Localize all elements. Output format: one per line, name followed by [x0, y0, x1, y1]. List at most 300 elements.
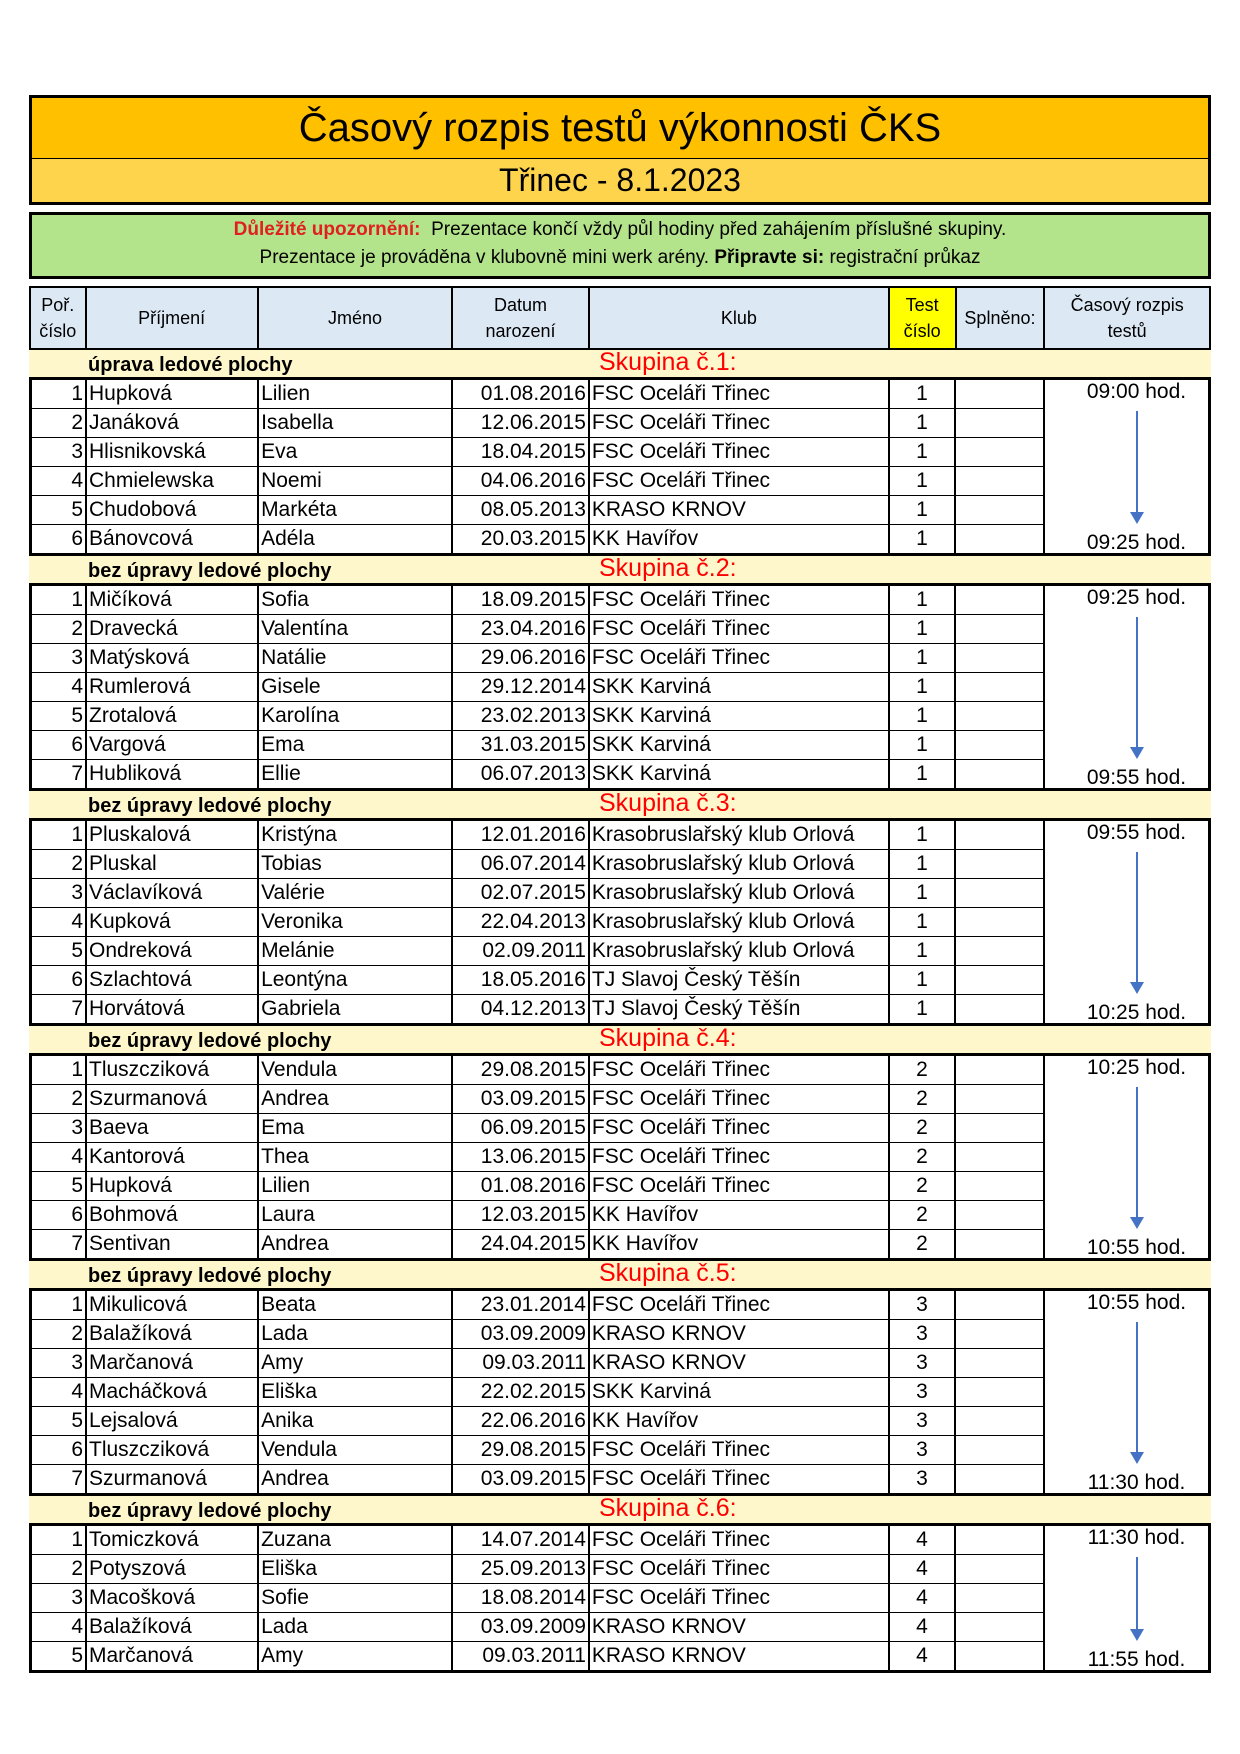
table-row [31, 1378, 1210, 1407]
cell-completed [955, 1349, 1044, 1378]
cell-club: Krasobruslařský klub Orlová [589, 937, 889, 966]
cell-completed [955, 496, 1044, 525]
page-title: Časový rozpis testů výkonnosti ČKS [32, 98, 1208, 159]
cell-surname: Balažíková [86, 1613, 258, 1642]
cell-order-number: 6 [31, 1436, 87, 1465]
cell-test-number: 3 [889, 1349, 956, 1378]
cell-birth-date: 13.06.2015 [452, 1143, 589, 1172]
group-title: Skupina č.5: [599, 1259, 737, 1287]
table-row [31, 1320, 1210, 1349]
cell-club: KK Havířov [589, 1230, 889, 1260]
cell-birth-date: 01.08.2016 [452, 1172, 589, 1201]
cell-first-name: Vendula [258, 1055, 452, 1085]
cell-completed [955, 731, 1044, 760]
cell-order-number: 4 [31, 1143, 87, 1172]
cell-order-number: 2 [31, 1555, 87, 1584]
title-block [29, 95, 1211, 205]
cell-surname: Kantorová [86, 1143, 258, 1172]
cell-completed [955, 1378, 1044, 1407]
cell-test-number: 1 [889, 496, 956, 525]
group-title: Skupina č.3: [599, 789, 737, 817]
cell-test-number: 2 [889, 1172, 956, 1201]
cell-first-name: Melánie [258, 937, 452, 966]
cell-surname: Tomiczková [86, 1525, 258, 1555]
page-subtitle: Třinec - 8.1.2023 [32, 159, 1208, 202]
table-row [31, 1642, 1210, 1672]
cell-order-number: 1 [31, 379, 87, 409]
cell-order-number: 7 [31, 760, 87, 790]
cell-completed [955, 702, 1044, 731]
cell-completed [955, 966, 1044, 995]
header-por: Poř. číslo [30, 287, 86, 349]
cell-order-number: 4 [31, 1378, 87, 1407]
cell-surname: Janáková [86, 409, 258, 438]
cell-club: FSC Oceláři Třinec [589, 1143, 889, 1172]
cell-surname: Tluszcziková [86, 1055, 258, 1085]
cell-completed [955, 850, 1044, 879]
table-row [31, 731, 1210, 760]
cell-club: Krasobruslařský klub Orlová [589, 850, 889, 879]
cell-birth-date: 06.07.2014 [452, 850, 589, 879]
cell-order-number: 1 [31, 1525, 87, 1555]
cell-club: FSC Oceláři Třinec [589, 409, 889, 438]
cell-completed [955, 1320, 1044, 1349]
cell-completed [955, 1055, 1044, 1085]
cell-test-number: 3 [889, 1320, 956, 1349]
cell-first-name: Ema [258, 731, 452, 760]
cell-completed [955, 1172, 1044, 1201]
table-row [31, 1230, 1210, 1260]
cell-completed [955, 644, 1044, 673]
cell-birth-date: 12.03.2015 [452, 1201, 589, 1230]
group-heading [29, 1496, 1211, 1523]
cell-birth-date: 18.08.2014 [452, 1584, 589, 1613]
time-range [1062, 1053, 1211, 1261]
cell-completed [955, 820, 1044, 850]
cell-birth-date: 14.07.2014 [452, 1525, 589, 1555]
cell-club: FSC Oceláři Třinec [589, 615, 889, 644]
cell-club: Krasobruslařský klub Orlová [589, 820, 889, 850]
cell-club: FSC Oceláři Třinec [589, 585, 889, 615]
cell-birth-date: 29.12.2014 [452, 673, 589, 702]
cell-completed [955, 908, 1044, 937]
table-row [31, 908, 1210, 937]
cell-completed [955, 760, 1044, 790]
cell-first-name: Laura [258, 1201, 452, 1230]
cell-surname: Vargová [86, 731, 258, 760]
cell-first-name: Eliška [258, 1555, 452, 1584]
start-time: 09:25 hod. [1086, 586, 1187, 609]
cell-order-number: 3 [31, 644, 87, 673]
time-range [1062, 1288, 1211, 1496]
header-klub: Klub [589, 287, 889, 349]
cell-surname: Matýsková [86, 644, 258, 673]
ice-prep-label: bez úpravy ledové plochy [88, 1500, 332, 1522]
cell-first-name: Andrea [258, 1465, 452, 1495]
cell-club: FSC Oceláři Třinec [589, 467, 889, 496]
cell-completed [955, 1613, 1044, 1642]
cell-completed [955, 995, 1044, 1025]
cell-surname: Kupková [86, 908, 258, 937]
cell-completed [955, 615, 1044, 644]
cell-club: KRASO KRNOV [589, 1613, 889, 1642]
cell-test-number: 1 [889, 409, 956, 438]
table-row [31, 644, 1210, 673]
cell-birth-date: 18.04.2015 [452, 438, 589, 467]
cell-test-number: 4 [889, 1525, 956, 1555]
cell-completed [955, 1143, 1044, 1172]
cell-order-number: 2 [31, 1320, 87, 1349]
cell-birth-date: 18.09.2015 [452, 585, 589, 615]
cell-completed [955, 525, 1044, 555]
cell-first-name: Amy [258, 1349, 452, 1378]
cell-club: FSC Oceláři Třinec [589, 1465, 889, 1495]
group-table-wrap [29, 818, 1211, 1026]
cell-order-number: 6 [31, 966, 87, 995]
cell-order-number: 6 [31, 731, 87, 760]
cell-test-number: 2 [889, 1085, 956, 1114]
group-table [29, 1053, 1211, 1261]
cell-test-number: 4 [889, 1642, 956, 1672]
table-row [31, 1407, 1210, 1436]
cell-order-number: 2 [31, 409, 87, 438]
cell-surname: Hupková [86, 1172, 258, 1201]
cell-order-number: 6 [31, 1201, 87, 1230]
cell-first-name: Lilien [258, 1172, 452, 1201]
time-range [1062, 583, 1211, 791]
notice-prepare-label: Připravte si: [714, 247, 825, 268]
cell-club: FSC Oceláři Třinec [589, 1555, 889, 1584]
cell-club: FSC Oceláři Třinec [589, 438, 889, 467]
cell-order-number: 3 [31, 1584, 87, 1613]
time-range [1062, 818, 1211, 1026]
groups-container [29, 350, 1211, 1673]
cell-surname: Macošková [86, 1584, 258, 1613]
notice-text-1: Prezentace končí vždy půl hodiny před zahájením příslušné skupiny. [431, 219, 1007, 240]
table-row [31, 379, 1210, 409]
cell-order-number: 5 [31, 937, 87, 966]
notice-box [29, 212, 1211, 279]
cell-test-number: 2 [889, 1055, 956, 1085]
cell-completed [955, 1555, 1044, 1584]
group-title: Skupina č.2: [599, 554, 737, 582]
table-row [31, 995, 1210, 1025]
table-row [31, 409, 1210, 438]
cell-test-number: 1 [889, 379, 956, 409]
cell-club: FSC Oceláři Třinec [589, 1055, 889, 1085]
table-row [31, 850, 1210, 879]
cell-first-name: Valentína [258, 615, 452, 644]
cell-test-number: 3 [889, 1290, 956, 1320]
cell-surname: Hlisnikovská [86, 438, 258, 467]
table-row [31, 1172, 1210, 1201]
cell-first-name: Ellie [258, 760, 452, 790]
cell-test-number: 1 [889, 879, 956, 908]
cell-birth-date: 22.02.2015 [452, 1378, 589, 1407]
cell-test-number: 1 [889, 702, 956, 731]
cell-surname: Zrotalová [86, 702, 258, 731]
cell-surname: Dravecká [86, 615, 258, 644]
cell-first-name: Adéla [258, 525, 452, 555]
cell-birth-date: 03.09.2015 [452, 1085, 589, 1114]
cell-club: FSC Oceláři Třinec [589, 1172, 889, 1201]
cell-club: TJ Slavoj Český Těšín [589, 966, 889, 995]
table-row [31, 1555, 1210, 1584]
cell-birth-date: 22.06.2016 [452, 1407, 589, 1436]
ice-prep-label: úprava ledové plochy [88, 354, 293, 376]
cell-birth-date: 02.09.2011 [452, 937, 589, 966]
table-header [29, 286, 1211, 350]
cell-surname: Bohmová [86, 1201, 258, 1230]
cell-completed [955, 409, 1044, 438]
cell-test-number: 1 [889, 937, 956, 966]
end-time: 11:30 hod. [1087, 1471, 1186, 1494]
cell-birth-date: 03.09.2009 [452, 1320, 589, 1349]
cell-order-number: 5 [31, 702, 87, 731]
start-time: 09:00 hod. [1086, 380, 1187, 403]
cell-birth-date: 29.06.2016 [452, 644, 589, 673]
table-row [31, 1143, 1210, 1172]
cell-club: FSC Oceláři Třinec [589, 1584, 889, 1613]
table-row [31, 937, 1210, 966]
group-table [29, 583, 1211, 791]
cell-surname: Chudobová [86, 496, 258, 525]
cell-club: FSC Oceláři Třinec [589, 379, 889, 409]
cell-order-number: 7 [31, 1465, 87, 1495]
cell-surname: Marčanová [86, 1349, 258, 1378]
table-row [31, 525, 1210, 555]
cell-surname: Macháčková [86, 1378, 258, 1407]
table-row [31, 585, 1210, 615]
cell-first-name: Lada [258, 1320, 452, 1349]
cell-club: FSC Oceláři Třinec [589, 1525, 889, 1555]
cell-surname: Václavíková [86, 879, 258, 908]
group-table-wrap [29, 1053, 1211, 1261]
cell-club: FSC Oceláři Třinec [589, 1114, 889, 1143]
cell-test-number: 2 [889, 1201, 956, 1230]
cell-test-number: 4 [889, 1555, 956, 1584]
cell-test-number: 1 [889, 644, 956, 673]
group-table-wrap [29, 1523, 1211, 1673]
cell-club: KRASO KRNOV [589, 1349, 889, 1378]
table-row [31, 496, 1210, 525]
group-title: Skupina č.1: [599, 348, 737, 376]
cell-order-number: 5 [31, 496, 87, 525]
cell-surname: Chmielewska [86, 467, 258, 496]
cell-completed [955, 1642, 1044, 1672]
cell-completed [955, 937, 1044, 966]
end-time: 09:55 hod. [1086, 766, 1187, 789]
cell-first-name: Leontýna [258, 966, 452, 995]
cell-birth-date: 12.01.2016 [452, 820, 589, 850]
start-time: 09:55 hod. [1086, 821, 1187, 844]
group-table [29, 1288, 1211, 1496]
cell-first-name: Sofia [258, 585, 452, 615]
down-arrow-icon [1136, 852, 1138, 992]
cell-first-name: Noemi [258, 467, 452, 496]
cell-birth-date: 29.08.2015 [452, 1055, 589, 1085]
cell-first-name: Karolína [258, 702, 452, 731]
cell-first-name: Sofie [258, 1584, 452, 1613]
cell-order-number: 2 [31, 1085, 87, 1114]
cell-first-name: Beata [258, 1290, 452, 1320]
cell-club: FSC Oceláři Třinec [589, 1085, 889, 1114]
header-test: Test číslo [889, 287, 956, 349]
cell-test-number: 2 [889, 1114, 956, 1143]
cell-first-name: Isabella [258, 409, 452, 438]
down-arrow-icon [1136, 1087, 1138, 1227]
cell-birth-date: 29.08.2015 [452, 1436, 589, 1465]
cell-club: FSC Oceláři Třinec [589, 1436, 889, 1465]
cell-surname: Szurmanová [86, 1085, 258, 1114]
cell-test-number: 1 [889, 850, 956, 879]
cell-test-number: 1 [889, 467, 956, 496]
cell-surname: Sentivan [86, 1230, 258, 1260]
ice-prep-label: bez úpravy ledové plochy [88, 1030, 332, 1052]
cell-order-number: 7 [31, 1230, 87, 1260]
cell-birth-date: 22.04.2013 [452, 908, 589, 937]
cell-order-number: 4 [31, 1613, 87, 1642]
cell-surname: Baeva [86, 1114, 258, 1143]
table-row [31, 1613, 1210, 1642]
cell-completed [955, 1085, 1044, 1114]
group-heading [29, 556, 1211, 583]
cell-completed [955, 879, 1044, 908]
start-time: 11:30 hod. [1087, 1526, 1186, 1549]
cell-first-name: Thea [258, 1143, 452, 1172]
cell-birth-date: 03.09.2009 [452, 1613, 589, 1642]
cell-order-number: 4 [31, 673, 87, 702]
cell-birth-date: 20.03.2015 [452, 525, 589, 555]
cell-completed [955, 1201, 1044, 1230]
cell-birth-date: 09.03.2011 [452, 1349, 589, 1378]
table-row [31, 1055, 1210, 1085]
cell-order-number: 4 [31, 467, 87, 496]
cell-order-number: 3 [31, 1349, 87, 1378]
cell-test-number: 1 [889, 673, 956, 702]
cell-first-name: Veronika [258, 908, 452, 937]
end-time: 09:25 hod. [1086, 531, 1187, 554]
end-time: 10:25 hod. [1086, 1001, 1187, 1024]
cell-surname: Tluszcziková [86, 1436, 258, 1465]
table-row [31, 1584, 1210, 1613]
notice-text-3: registrační průkaz [829, 247, 981, 268]
cell-birth-date: 23.02.2013 [452, 702, 589, 731]
cell-birth-date: 25.09.2013 [452, 1555, 589, 1584]
cell-surname: Rumlerová [86, 673, 258, 702]
cell-first-name: Andrea [258, 1085, 452, 1114]
table-row [31, 820, 1210, 850]
cell-surname: Balažíková [86, 1320, 258, 1349]
group-title: Skupina č.4: [599, 1024, 737, 1052]
cell-birth-date: 06.09.2015 [452, 1114, 589, 1143]
cell-completed [955, 585, 1044, 615]
cell-test-number: 4 [889, 1613, 956, 1642]
cell-first-name: Amy [258, 1642, 452, 1672]
cell-test-number: 1 [889, 525, 956, 555]
table-row [31, 438, 1210, 467]
cell-surname: Mičíková [86, 585, 258, 615]
cell-birth-date: 02.07.2015 [452, 879, 589, 908]
table-row [31, 467, 1210, 496]
table-row [31, 966, 1210, 995]
cell-first-name: Lada [258, 1613, 452, 1642]
cell-birth-date: 23.04.2016 [452, 615, 589, 644]
table-row [31, 1201, 1210, 1230]
cell-birth-date: 04.06.2016 [452, 467, 589, 496]
group-table [29, 1523, 1211, 1673]
cell-test-number: 4 [889, 1584, 956, 1613]
cell-order-number: 2 [31, 850, 87, 879]
notice-warning-label: Důležité upozornění: [233, 219, 421, 240]
cell-first-name: Gabriela [258, 995, 452, 1025]
time-range [1062, 377, 1211, 556]
cell-completed [955, 379, 1044, 409]
cell-completed [955, 438, 1044, 467]
header-jmeno: Jméno [258, 287, 452, 349]
cell-surname: Pluskalová [86, 820, 258, 850]
cell-club: SKK Karviná [589, 731, 889, 760]
cell-test-number: 2 [889, 1143, 956, 1172]
group-heading [29, 1026, 1211, 1053]
cell-order-number: 5 [31, 1172, 87, 1201]
group-table [29, 377, 1211, 556]
cell-first-name: Eliška [258, 1378, 452, 1407]
cell-first-name: Vendula [258, 1436, 452, 1465]
time-range [1062, 1523, 1211, 1673]
cell-order-number: 3 [31, 1114, 87, 1143]
cell-order-number: 3 [31, 879, 87, 908]
notice-text-2: Prezentace je prováděna v klubovně mini werk arény. [259, 247, 710, 268]
cell-completed [955, 1230, 1044, 1260]
cell-surname: Szurmanová [86, 1465, 258, 1495]
end-time: 10:55 hod. [1086, 1236, 1187, 1259]
cell-surname: Hubliková [86, 760, 258, 790]
cell-test-number: 1 [889, 908, 956, 937]
cell-first-name: Kristýna [258, 820, 452, 850]
cell-surname: Potyszová [86, 1555, 258, 1584]
cell-first-name: Anika [258, 1407, 452, 1436]
cell-order-number: 1 [31, 1055, 87, 1085]
cell-order-number: 3 [31, 438, 87, 467]
cell-surname: Ondreková [86, 937, 258, 966]
cell-first-name: Tobias [258, 850, 452, 879]
group-table-wrap [29, 377, 1211, 556]
cell-surname: Horvátová [86, 995, 258, 1025]
down-arrow-icon [1136, 1557, 1138, 1639]
cell-club: SKK Karviná [589, 673, 889, 702]
cell-completed [955, 1114, 1044, 1143]
cell-birth-date: 06.07.2013 [452, 760, 589, 790]
header-prijmeni: Příjmení [86, 287, 258, 349]
cell-order-number: 5 [31, 1407, 87, 1436]
start-time: 10:55 hod. [1086, 1291, 1187, 1314]
cell-first-name: Gisele [258, 673, 452, 702]
table-row [31, 1525, 1210, 1555]
schedule-sheet [29, 95, 1211, 1673]
notice-line-2 [32, 243, 1208, 271]
cell-test-number: 1 [889, 966, 956, 995]
cell-club: SKK Karviná [589, 702, 889, 731]
cell-test-number: 1 [889, 731, 956, 760]
group-table [29, 818, 1211, 1026]
cell-club: KK Havířov [589, 525, 889, 555]
group-heading [29, 791, 1211, 818]
group-table-wrap [29, 583, 1211, 791]
table-row [31, 1114, 1210, 1143]
cell-birth-date: 12.06.2015 [452, 409, 589, 438]
cell-club: SKK Karviná [589, 760, 889, 790]
